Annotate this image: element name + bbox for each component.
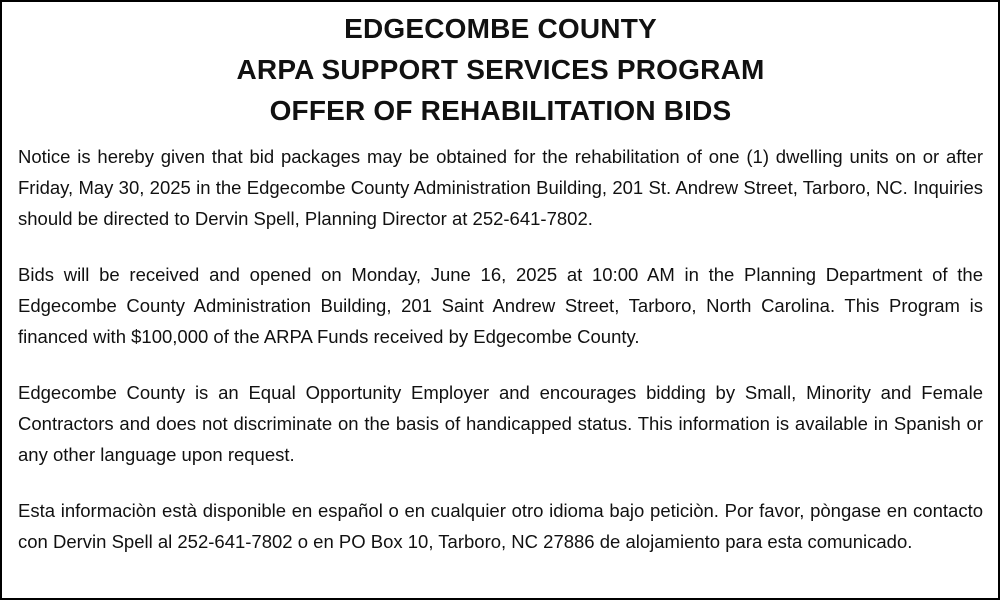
paragraph-bid-packages: Notice is hereby given that bid packages may be obtained for the rehabilitation of one (1) dwelling units on or after Friday, May 30, 2025 in the Edgecombe County Administration Building, 201 St. Andrew Street, Tarboro, NC. Inquiries should be directed to Dervin Spell, Planning Director at 252-641-7802. [18, 146, 983, 229]
notice-title [18, 8, 983, 131]
paragraph-spanish-info: Esta informaciòn està disponible en español o en cualquier otro idioma bajo peticiòn. Por favor, pòngase en contacto con Dervin Spell al 252-641-7802 o en PO Box 10, Tarboro, NC 27886 de alojamiento para esta comunicado. [18, 500, 983, 552]
title-program: ARPA SUPPORT SERVICES PROGRAM [236, 54, 765, 85]
paragraph-bid-opening: Bids will be received and opened on Monday, June 16, 2025 at 10:00 AM in the Planning Department of the Edgecombe County Administration Building, 201 Saint Andrew Street, Tarboro, North Carolina. This Program is financed with $100,000 of the ARPA Funds received by Edgecombe County. [18, 264, 983, 347]
title-offer: OFFER OF REHABILITATION BIDS [269, 95, 732, 126]
paragraph-equal-opportunity: Edgecombe County is an Equal Opportunity Employer and encourages bidding by Small, Minority and Female Contractors and does not discriminate on the basis of handicapped status. This information is available in Spanish or any other language upon request. [18, 382, 983, 465]
title-county: EDGECOMBE COUNTY [344, 13, 657, 44]
